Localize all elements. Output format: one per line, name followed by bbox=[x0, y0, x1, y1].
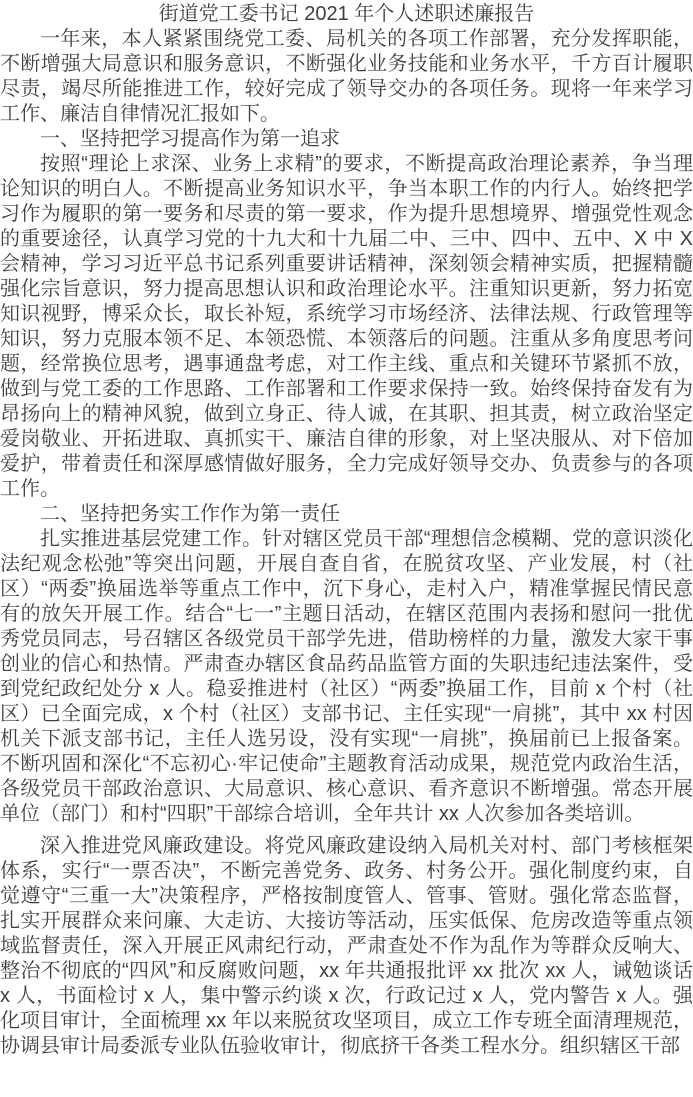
section-2-paragraph-1: 扎实推进基层党建工作。针对辖区党员干部“理想信念模糊、党的意识淡化法纪观念松弛”等突出问题，开展自查自省，在脱贫攻坚、产业发展，村（社区）“两委”换届选举等重点工作中，沉下身心，走村入户，精准掌握民情民意有的放矢开展工作。结合“七一”主题日活动，在辖区范围内表扬和慰问一批优秀党员同志，号召辖区各级党员干部学先进，借助榜样的力量，激发大家干事创业的信心和热情。严肃查办辖区食品药品监管方面的失职违纪违法案件，受到党纪政纪处分 x 人。稳妥推进村（社区）“两委”换届工作，目前 x 个村（社区）已全面完成，x 个村（社区）支部书记、主任实现“一肩挑”，其中 xx 村因机关下派支部书记，主任人选另设，没有实现“一肩挑”，换届前已上报备案。不断巩固和深化“不忘初心·牢记使命”主题教育活动成果，规范党内政治生活，各级党员干部政治意识、大局意识、核心意识、看齐意识不断增强。常态开展单位（部门）和村“四职”干部综合培训，全年共计 xx 人次参加各类培训。 bbox=[0, 528, 693, 825]
section-1-paragraph: 按照“理论上求深、业务上求精”的要求，不断提高政治理论素养，争当理论知识的明白人。不断提高业务知识水平，争当本职工作的内行人。始终把学习作为履职的第一要务和尽责的第一要求，作为提升思想境界、增强党性观念的重要途径，认真学习党的十九大和十九届二中、三中、四中、五中、X 中 X 会精神，学习习近平总书记系列重要讲话精神，深刻领会精神实质，把握精髓强化宗旨意识，努力提高思想认识和政治理论水平。注重知识更新，努力拓宽知识视野，博采众长，取长补短，系统学习市场经济、法律法规、行政管理等知识，努力克服本领不足、本领恐慌、本领落后的问题。注重从多角度思考问题，经常换位思考，遇事通盘考虑，对工作主线、重点和关键环节紧抓不放，做到与党工委的工作思路、工作部署和工作要求保持一致。始终保持奋发有为昂扬向上的精神风貌，做到立身正、待人诚，在其职、担其责，树立政治坚定爱岗敬业、开拓进取、真抓实干、廉洁自律的形象，对上坚决服从、对下倍加爱护，带着责任和深厚感情做好服务，全力完成好领导交办、负责参与的各项工作。 bbox=[0, 153, 693, 500]
section-heading-2: 二、坚持把务实工作作为第一责任 bbox=[40, 503, 340, 525]
section-heading-1: 一、坚持把学习提高作为第一追求 bbox=[40, 128, 340, 150]
intro-paragraph: 一年来，本人紧紧围绕党工委、局机关的各项工作部署，充分发挥职能，不断增强大局意识和服务意识，不断强化业务技能和业务水平，千方百计履职尽责，竭尽所能推进工作，较好完成了领导交办的各项任务。现将一年来学习工作、廉洁自律情况汇报如下。 bbox=[0, 28, 693, 125]
section-2-paragraph-2: 深入推进党风廉政建设。将党风廉政建设纳入局机关对村、部门考核框架体系，实行“一票否决”，不断完善党务、政务、村务公开。强化制度约束，自觉遵守“三重一大”决策程序，严格按制度管人、管事、管财。强化常态监督，扎实开展群众来问廉、大走访、大接访等活动，压实低保、危房改造等重点领域监督责任，深入开展正风肃纪行动，严肃查处不作为乱作为等群众反响大、整治不彻底的“四风”和反腐败问题，xx 年共通报批评 xx 批次 xx 人，诫勉谈话 x 人，书面检讨 x 人，集中警示约谈 x 次，行政记过 x 人，党内警告 x 人。强化项目审计，全面梳理 xx 年以来脱贫攻坚项目，成立工作专班全面清理规范，协调县审计局委派专业队伍验收审计，彻底挤干各类工程水分。组织辖区干部 bbox=[0, 835, 693, 1057]
document-title: 街道党工委书记 2021 年个人述职述廉报告 bbox=[158, 3, 535, 25]
